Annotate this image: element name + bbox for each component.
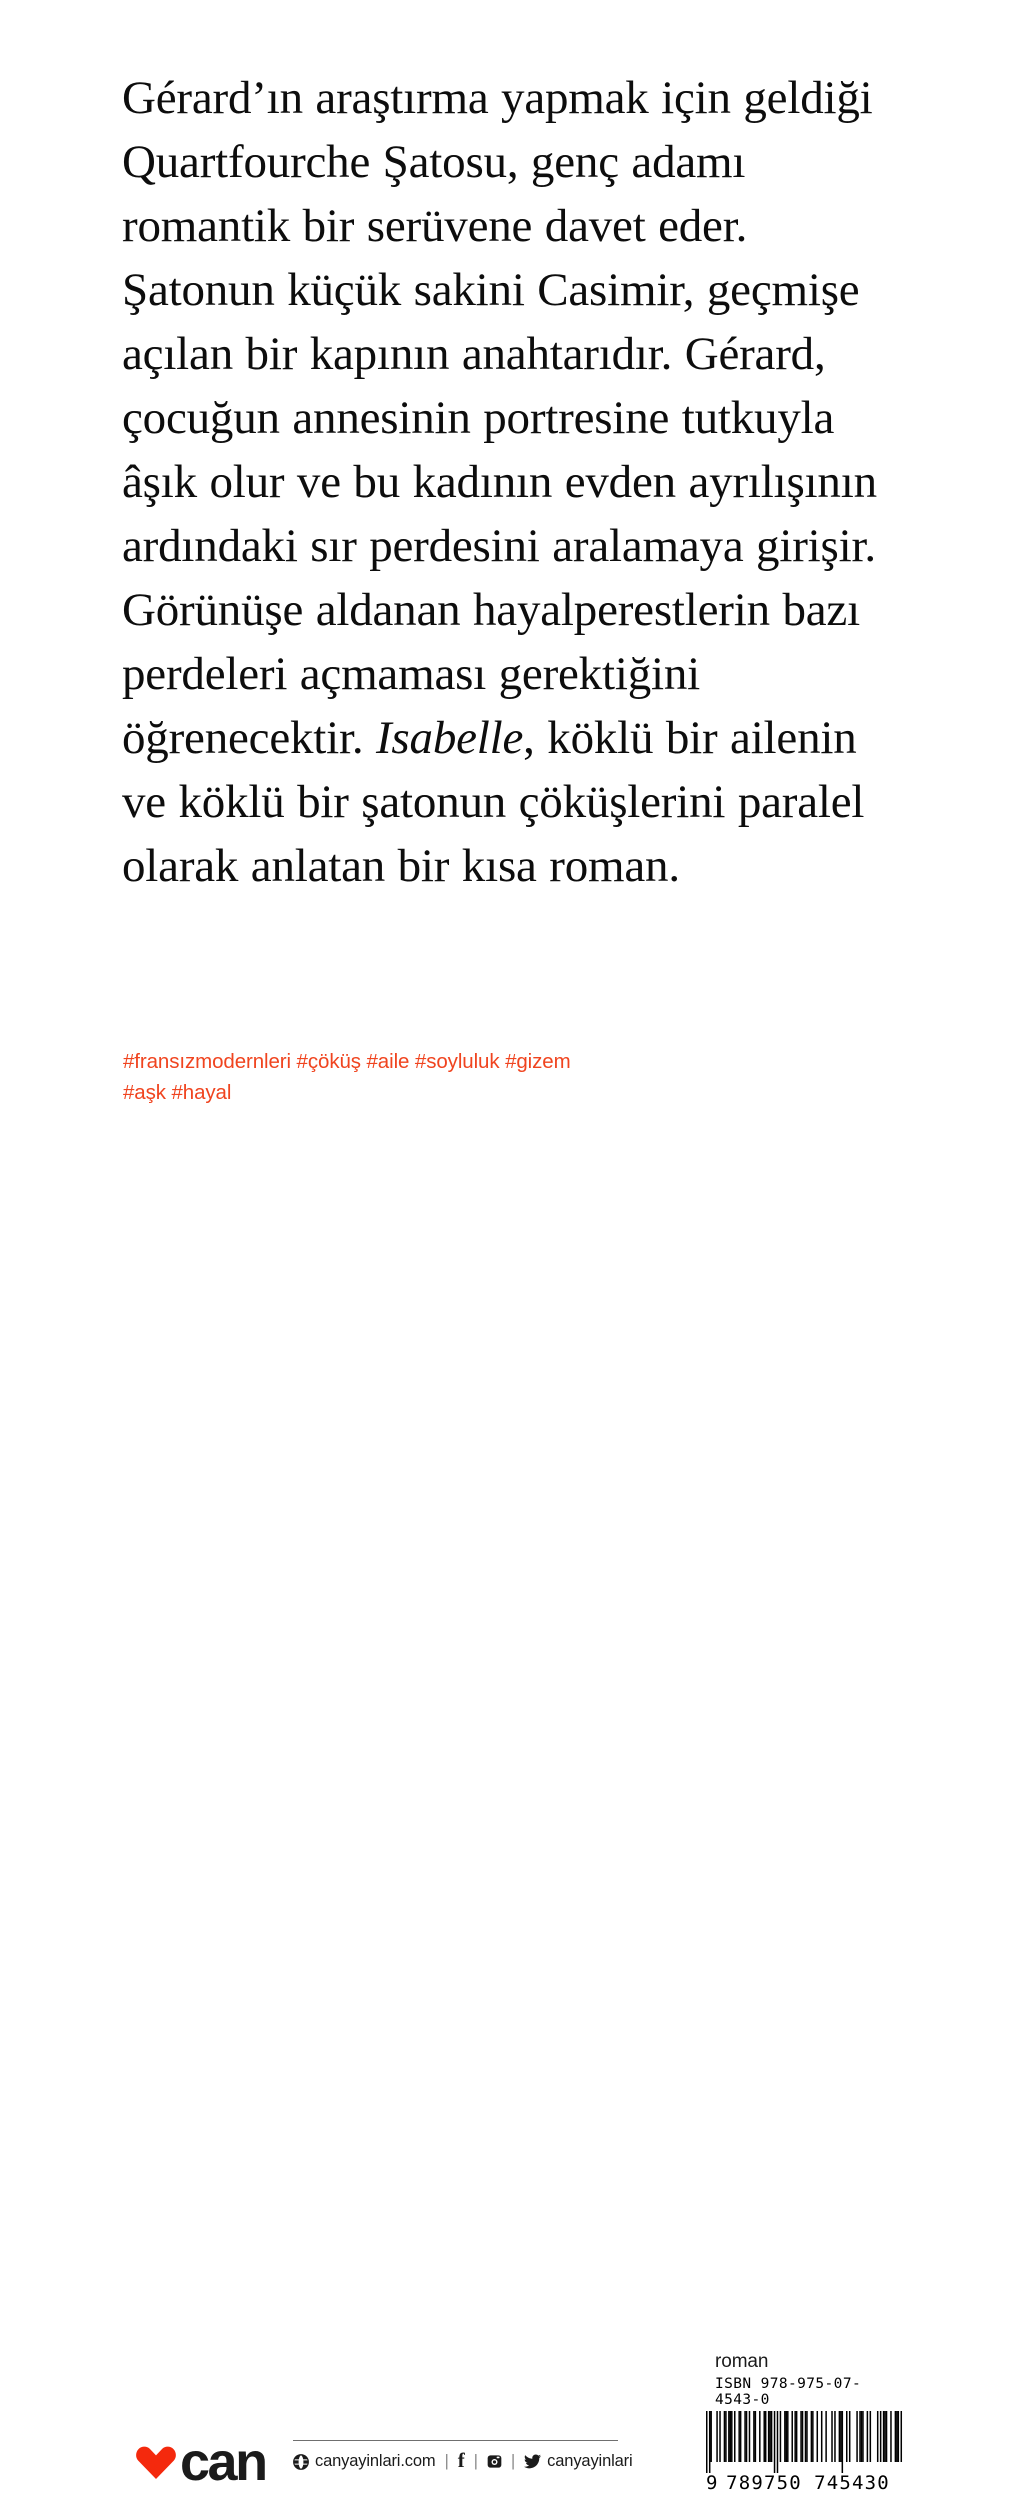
- genre-label: roman: [715, 2351, 769, 2372]
- hashtag-line-1: #fransızmodernleri #çöküş #aile #soyluluk #gizem: [123, 1050, 571, 1073]
- social-handle[interactable]: canyayinlari: [547, 2452, 633, 2470]
- social-divider-rule: [293, 2440, 618, 2441]
- barcode-digits: [706, 2472, 902, 2494]
- blurb-part-one: Gérard’ın araştırma yapmak için geldiği Quartfourche Şatosu, genç adamı romantik bir serüvene davet eder. Şatonun küçük sakini Casimir, geçmişe açılan bir kapının anahtarıdır. Gérard, çocuğun annesinin portresine tutkuyla âşık olur ve bu kadının evden ayrılışının ardındaki sır perdesini aralamaya girişir. Görünüşe aldanan hayalperestlerin bazı perdeleri açmaması gerektiğini öğrenecektir.: [122, 72, 877, 764]
- separator-1: |: [444, 2450, 449, 2470]
- facebook-icon[interactable]: [457, 2448, 465, 2472]
- barcode-bars: [706, 2411, 902, 2473]
- publisher-logo: [136, 2432, 266, 2492]
- barcode-digit-group-1: 789750: [726, 2472, 802, 2494]
- footer: [0, 1170, 1020, 2494]
- barcode-digit-left: 9: [706, 2472, 719, 2494]
- barcode-block: [706, 2351, 902, 2494]
- publisher-name: can: [180, 2432, 266, 2492]
- hashtag-line-2: #aşk #hayal: [123, 1081, 232, 1104]
- twitter-icon[interactable]: [524, 2454, 541, 2469]
- isbn-label: ISBN 978-975-07-4543-0: [715, 2376, 862, 2408]
- social-row: [293, 2448, 633, 2472]
- barcode-digit-group-2: 745430: [814, 2472, 890, 2494]
- instagram-icon[interactable]: [487, 2454, 502, 2469]
- hashtag-block: [123, 1046, 763, 1108]
- facebook-glyph: f: [457, 2448, 465, 2472]
- book-title-italic: Isabelle: [375, 712, 524, 764]
- separator-3: |: [510, 2450, 516, 2470]
- blurb-text: [122, 66, 882, 898]
- heart-icon: [136, 2442, 176, 2480]
- blurb-part-two: , köklü bir ailenin ve köklü bir şatonun çöküşlerini paralel olarak anlatan bir kısa roman.: [122, 712, 865, 892]
- globe-icon: [293, 2454, 309, 2470]
- social-strip: [293, 2440, 633, 2472]
- website-link[interactable]: canyayinlari.com: [315, 2452, 436, 2470]
- separator-2: |: [473, 2450, 478, 2470]
